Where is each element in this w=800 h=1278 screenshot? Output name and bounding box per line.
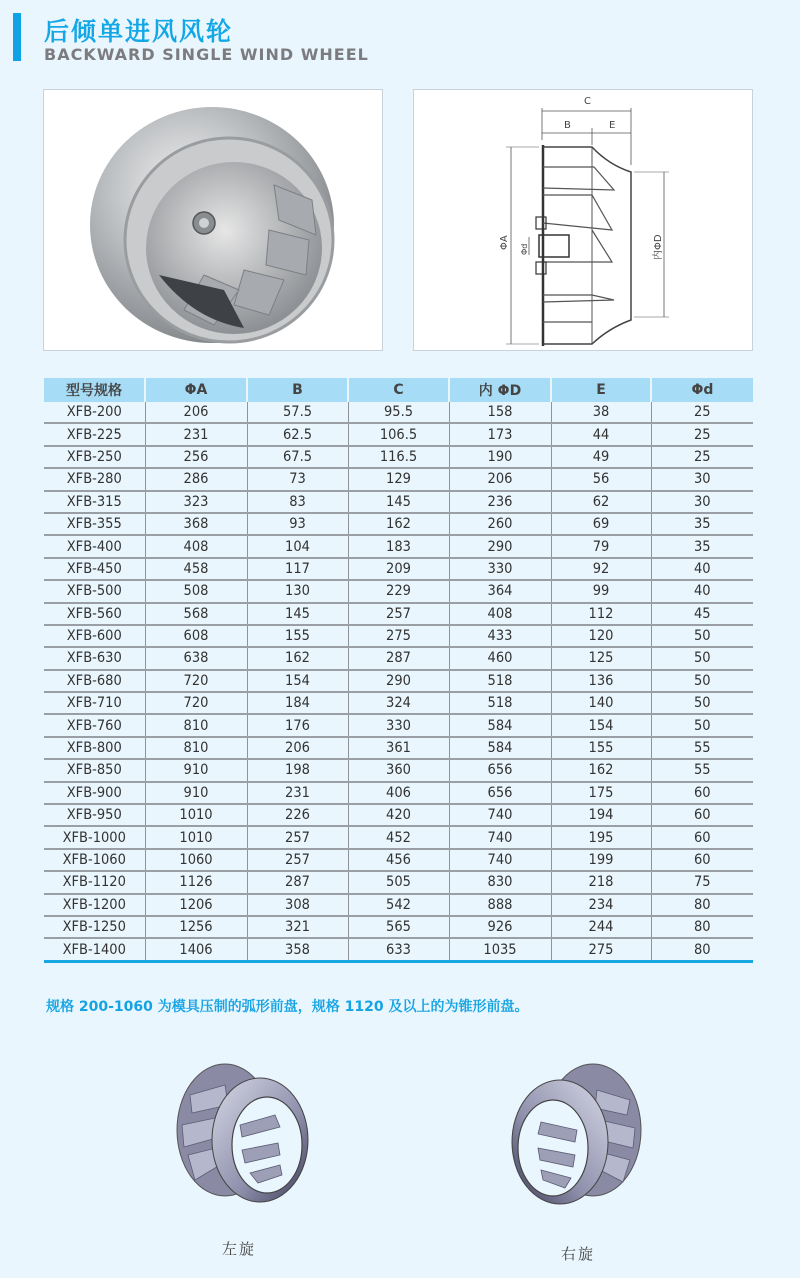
value-cell: 162: [551, 759, 651, 781]
value-cell: 408: [145, 535, 247, 557]
value-cell: 361: [348, 737, 449, 759]
value-cell: 55: [651, 737, 753, 759]
left-rotation-label: 左旋: [222, 1240, 257, 1258]
value-cell: 505: [348, 871, 449, 893]
value-cell: 38: [551, 402, 651, 423]
table-row: [44, 625, 753, 647]
value-cell: 194: [551, 804, 651, 826]
value-cell: 257: [247, 826, 348, 848]
value-cell: 720: [145, 692, 247, 714]
right-rotation-wheel-image: [505, 1060, 645, 1230]
value-cell: 256: [145, 446, 247, 468]
table-row: [44, 849, 753, 871]
table-header-row: [44, 378, 753, 402]
value-cell: 25: [651, 446, 753, 468]
value-cell: 209: [348, 558, 449, 580]
value-cell: 40: [651, 558, 753, 580]
table-row: [44, 513, 753, 535]
value-cell: 25: [651, 423, 753, 445]
value-cell: 80: [651, 938, 753, 961]
value-cell: 229: [348, 580, 449, 602]
value-cell: 638: [145, 647, 247, 669]
value-cell: 1060: [145, 849, 247, 871]
value-cell: 656: [449, 782, 551, 804]
value-cell: 720: [145, 670, 247, 692]
table-row: [44, 692, 753, 714]
value-cell: 656: [449, 759, 551, 781]
right-rotation-label: 右旋: [561, 1245, 596, 1263]
value-cell: 55: [651, 759, 753, 781]
table-row: [44, 580, 753, 602]
value-cell: 226: [247, 804, 348, 826]
value-cell: 810: [145, 737, 247, 759]
value-cell: 206: [449, 468, 551, 490]
value-cell: 364: [449, 580, 551, 602]
left-rotation-wheel-image: [170, 1055, 310, 1225]
table-row: [44, 804, 753, 826]
value-cell: 69: [551, 513, 651, 535]
value-cell: 50: [651, 714, 753, 736]
model-cell: XFB-900: [44, 782, 145, 804]
value-cell: 910: [145, 759, 247, 781]
model-cell: XFB-400: [44, 535, 145, 557]
value-cell: 162: [348, 513, 449, 535]
value-cell: 330: [348, 714, 449, 736]
value-cell: 286: [145, 468, 247, 490]
value-cell: 140: [551, 692, 651, 714]
value-cell: 104: [247, 535, 348, 557]
svg-text:E: E: [609, 120, 616, 131]
model-cell: XFB-250: [44, 446, 145, 468]
model-cell: XFB-600: [44, 625, 145, 647]
value-cell: 62: [551, 491, 651, 513]
value-cell: 183: [348, 535, 449, 557]
value-cell: 565: [348, 916, 449, 938]
svg-text:ΦA: ΦA: [499, 235, 510, 250]
value-cell: 324: [348, 692, 449, 714]
value-cell: 136: [551, 670, 651, 692]
value-cell: 360: [348, 759, 449, 781]
model-cell: XFB-850: [44, 759, 145, 781]
page-title: 后倾单进风风轮: [44, 17, 234, 46]
table-row: [44, 468, 753, 490]
value-cell: 60: [651, 826, 753, 848]
value-cell: 120: [551, 625, 651, 647]
value-cell: 206: [145, 402, 247, 423]
value-cell: 80: [651, 894, 753, 916]
model-cell: XFB-1000: [44, 826, 145, 848]
value-cell: 56: [551, 468, 651, 490]
wheel-photo: [43, 89, 383, 351]
value-cell: 155: [247, 625, 348, 647]
table-row: [44, 782, 753, 804]
value-cell: 234: [551, 894, 651, 916]
value-cell: 73: [247, 468, 348, 490]
value-cell: 308: [247, 894, 348, 916]
dimension-drawing: [413, 89, 753, 351]
value-cell: 518: [449, 692, 551, 714]
table-row: [44, 603, 753, 625]
value-cell: 49: [551, 446, 651, 468]
value-cell: 198: [247, 759, 348, 781]
value-cell: 1010: [145, 826, 247, 848]
model-cell: XFB-315: [44, 491, 145, 513]
model-cell: XFB-630: [44, 647, 145, 669]
model-cell: XFB-1250: [44, 916, 145, 938]
value-cell: 420: [348, 804, 449, 826]
value-cell: 926: [449, 916, 551, 938]
value-cell: 40: [651, 580, 753, 602]
value-cell: 830: [449, 871, 551, 893]
value-cell: 368: [145, 513, 247, 535]
value-cell: 60: [651, 849, 753, 871]
col-header-c: C: [348, 378, 449, 402]
value-cell: 95.5: [348, 402, 449, 423]
value-cell: 287: [247, 871, 348, 893]
value-cell: 810: [145, 714, 247, 736]
col-header-b: B: [247, 378, 348, 402]
value-cell: 584: [449, 737, 551, 759]
value-cell: 25: [651, 402, 753, 423]
value-cell: 162: [247, 647, 348, 669]
table-row: [44, 647, 753, 669]
table-row: [44, 938, 753, 961]
value-cell: 290: [348, 670, 449, 692]
value-cell: 44: [551, 423, 651, 445]
table-row: [44, 759, 753, 781]
table-row: [44, 826, 753, 848]
value-cell: 218: [551, 871, 651, 893]
value-cell: 568: [145, 603, 247, 625]
value-cell: 260: [449, 513, 551, 535]
value-cell: 321: [247, 916, 348, 938]
value-cell: 1035: [449, 938, 551, 961]
model-cell: XFB-355: [44, 513, 145, 535]
value-cell: 888: [449, 894, 551, 916]
value-cell: 456: [348, 849, 449, 871]
value-cell: 358: [247, 938, 348, 961]
value-cell: 542: [348, 894, 449, 916]
title-accent-bar: [13, 13, 21, 61]
value-cell: 176: [247, 714, 348, 736]
model-cell: XFB-950: [44, 804, 145, 826]
value-cell: 175: [551, 782, 651, 804]
value-cell: 50: [651, 670, 753, 692]
value-cell: 50: [651, 692, 753, 714]
value-cell: 30: [651, 468, 753, 490]
value-cell: 184: [247, 692, 348, 714]
model-cell: XFB-800: [44, 737, 145, 759]
value-cell: 1256: [145, 916, 247, 938]
value-cell: 80: [651, 916, 753, 938]
value-cell: 35: [651, 535, 753, 557]
value-cell: 145: [247, 603, 348, 625]
value-cell: 99: [551, 580, 651, 602]
model-cell: XFB-225: [44, 423, 145, 445]
value-cell: 154: [551, 714, 651, 736]
value-cell: 1010: [145, 804, 247, 826]
model-cell: XFB-710: [44, 692, 145, 714]
model-cell: XFB-500: [44, 580, 145, 602]
value-cell: 244: [551, 916, 651, 938]
value-cell: 195: [551, 826, 651, 848]
value-cell: 199: [551, 849, 651, 871]
value-cell: 257: [247, 849, 348, 871]
value-cell: 60: [651, 804, 753, 826]
value-cell: 584: [449, 714, 551, 736]
value-cell: 75: [651, 871, 753, 893]
value-cell: 740: [449, 826, 551, 848]
value-cell: 290: [449, 535, 551, 557]
value-cell: 460: [449, 647, 551, 669]
value-cell: 173: [449, 423, 551, 445]
value-cell: 83: [247, 491, 348, 513]
model-cell: XFB-280: [44, 468, 145, 490]
value-cell: 508: [145, 580, 247, 602]
value-cell: 433: [449, 625, 551, 647]
value-cell: 458: [145, 558, 247, 580]
model-cell: XFB-1200: [44, 894, 145, 916]
value-cell: 112: [551, 603, 651, 625]
col-header-shaft-d: Φd: [651, 378, 753, 402]
svg-text:B: B: [564, 120, 571, 131]
model-cell: XFB-680: [44, 670, 145, 692]
value-cell: 452: [348, 826, 449, 848]
value-cell: 125: [551, 647, 651, 669]
model-cell: XFB-760: [44, 714, 145, 736]
value-cell: 93: [247, 513, 348, 535]
value-cell: 116.5: [348, 446, 449, 468]
model-cell: XFB-450: [44, 558, 145, 580]
value-cell: 518: [449, 670, 551, 692]
table-row: [44, 423, 753, 445]
value-cell: 60: [651, 782, 753, 804]
table-row: [44, 871, 753, 893]
value-cell: 1206: [145, 894, 247, 916]
table-row: [44, 535, 753, 557]
value-cell: 106.5: [348, 423, 449, 445]
value-cell: 155: [551, 737, 651, 759]
spec-table: [44, 378, 753, 963]
value-cell: 117: [247, 558, 348, 580]
value-cell: 92: [551, 558, 651, 580]
col-header-a: ΦA: [145, 378, 247, 402]
col-header-model: 型号规格: [44, 378, 145, 402]
value-cell: 62.5: [247, 423, 348, 445]
value-cell: 330: [449, 558, 551, 580]
value-cell: 35: [651, 513, 753, 535]
value-cell: 323: [145, 491, 247, 513]
value-cell: 257: [348, 603, 449, 625]
value-cell: 287: [348, 647, 449, 669]
value-cell: 57.5: [247, 402, 348, 423]
col-header-e: E: [551, 378, 651, 402]
table-row: [44, 558, 753, 580]
value-cell: 30: [651, 491, 753, 513]
value-cell: 130: [247, 580, 348, 602]
svg-text:内ΦD: 内ΦD: [653, 234, 664, 260]
value-cell: 406: [348, 782, 449, 804]
table-row: [44, 737, 753, 759]
value-cell: 740: [449, 804, 551, 826]
value-cell: 129: [348, 468, 449, 490]
table-row: [44, 894, 753, 916]
table-row: [44, 491, 753, 513]
value-cell: 45: [651, 603, 753, 625]
value-cell: 231: [145, 423, 247, 445]
table-row: [44, 714, 753, 736]
value-cell: 158: [449, 402, 551, 423]
value-cell: 154: [247, 670, 348, 692]
value-cell: 1406: [145, 938, 247, 961]
table-row: [44, 916, 753, 938]
table-row: [44, 402, 753, 423]
page-subtitle: BACKWARD SINGLE WIND WHEEL: [44, 45, 369, 64]
value-cell: 740: [449, 849, 551, 871]
value-cell: 50: [651, 625, 753, 647]
value-cell: 145: [348, 491, 449, 513]
value-cell: 408: [449, 603, 551, 625]
model-cell: XFB-1400: [44, 938, 145, 961]
model-cell: XFB-1120: [44, 871, 145, 893]
value-cell: 910: [145, 782, 247, 804]
value-cell: 79: [551, 535, 651, 557]
note-text: 规格 200-1060 为模具压制的弧形前盘，规格 1120 及以上的为锥形前盘。: [46, 999, 529, 1015]
value-cell: 190: [449, 446, 551, 468]
value-cell: 67.5: [247, 446, 348, 468]
value-cell: 236: [449, 491, 551, 513]
model-cell: XFB-560: [44, 603, 145, 625]
value-cell: 50: [651, 647, 753, 669]
value-cell: 608: [145, 625, 247, 647]
value-cell: 231: [247, 782, 348, 804]
value-cell: 275: [551, 938, 651, 961]
dim-label-c: C: [584, 96, 591, 107]
svg-text:Φd: Φd: [520, 243, 529, 255]
value-cell: 275: [348, 625, 449, 647]
value-cell: 1126: [145, 871, 247, 893]
model-cell: XFB-1060: [44, 849, 145, 871]
table-row: [44, 446, 753, 468]
col-header-d: 内 ΦD: [449, 378, 551, 402]
value-cell: 206: [247, 737, 348, 759]
table-row: [44, 670, 753, 692]
model-cell: XFB-200: [44, 402, 145, 423]
value-cell: 633: [348, 938, 449, 961]
